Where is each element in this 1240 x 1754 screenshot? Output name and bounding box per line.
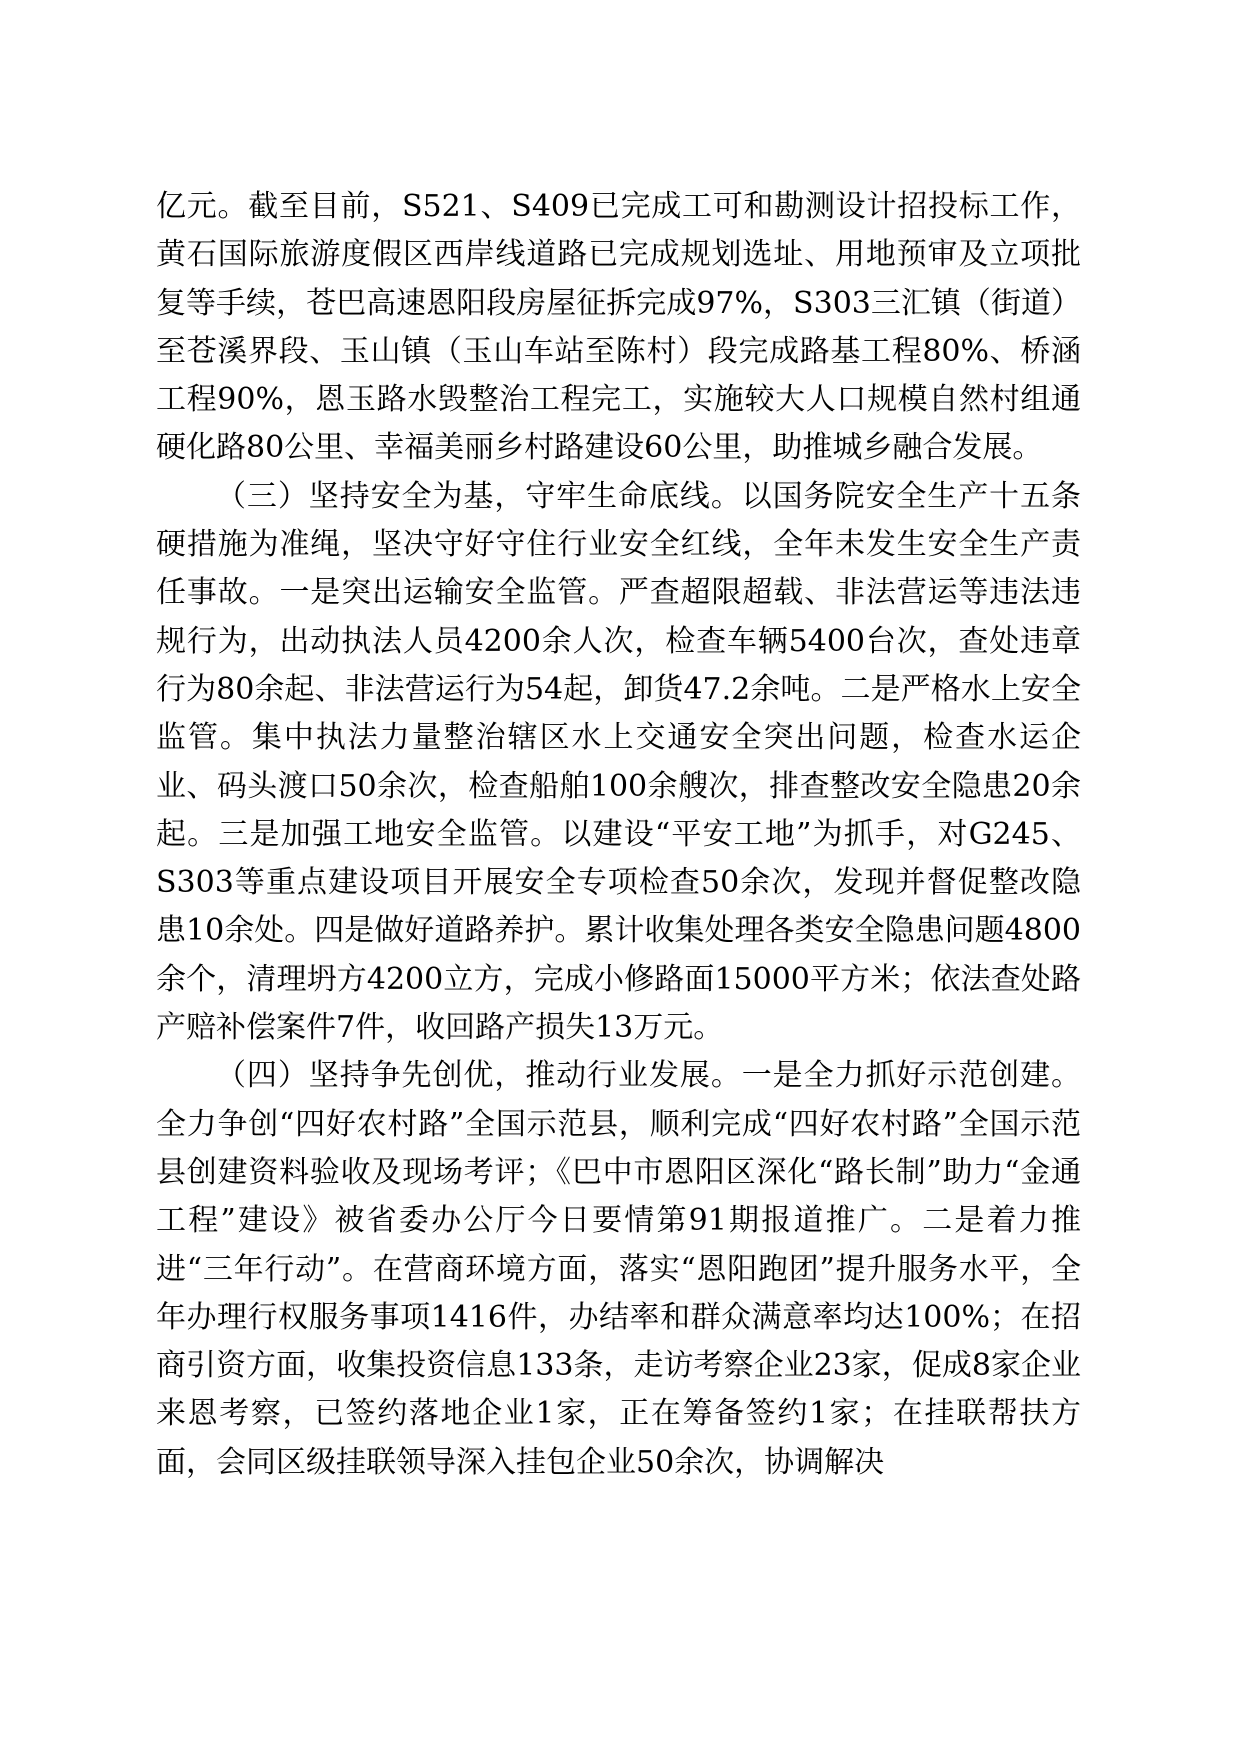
document-body (156, 183, 1081, 1487)
paragraph-safety: （三）坚持安全为基，守牢生命底线。以国务院安全生产十五条硬措施为准绳，坚决守好守住行业安全红线，全年未发生安全生产责任事故。一是突出运输安全监管。严查超限超载、非法营运等违法违规行为，出动执法人员4200余人次，检查车辆5400台次，查处违章行为80余起、非法营运行为54起，卸货47.2余吨。二是严格水上安全监管。集中执法力量整治辖区水上交通安全突出问题，检查水运企业、码头渡口50余次，检查船舶100余艘次，排查整改安全隐患20余起。三是加强工地安全监管。以建设“平安工地”为抓手，对G245、S303等重点建设项目开展安全专项检查50余次，发现并督促整改隐患10余处。四是做好道路养护。累计收集处理各类安全隐患问题4800余个，清理坍方4200立方，完成小修路面15000平方米；依法查处路产赔补偿案件7件，收回路产损失13万元。 (156, 478, 1081, 1046)
paragraph-continuation: 亿元。截至目前，S521、S409已完成工可和勘测设计招投标工作，黄石国际旅游度假区西岸线道路已完成规划选址、用地预审及立项批复等手续，苍巴高速恩阳段房屋征拆完成97%，S303三汇镇（街道）至苍溪界段、玉山镇（玉山车站至陈村）段完成路基工程80%、桥涵工程90%，恩玉路水毁整治工程完工，实施较大人口规模自然村组通硬化路80公里、幸福美丽乡村路建设60公里，助推城乡融合发展。 (156, 189, 1081, 466)
paragraph-development: （四）坚持争先创优，推动行业发展。一是全力抓好示范创建。全力争创“四好农村路”全国示范县，顺利完成“四好农村路”全国示范县创建资料验收及现场考评；《巴中市恩阳区深化“路长制”助力“金通工程”建设》被省委办公厅今日要情第91期报道推广。二是着力推进“三年行动”。在营商环境方面，落实“恩阳跑团”提升服务水平，全年办理行权服务事项1416件，办结率和群众满意率均达100%；在招商引资方面，收集投资信息133条，走访考察企业23家，促成8家企业来恩考察，已签约落地企业1家，正在筹备签约1家；在挂联帮扶方面，会同区级挂联领导深入挂包企业50余次，协调解决 (156, 1058, 1081, 1480)
